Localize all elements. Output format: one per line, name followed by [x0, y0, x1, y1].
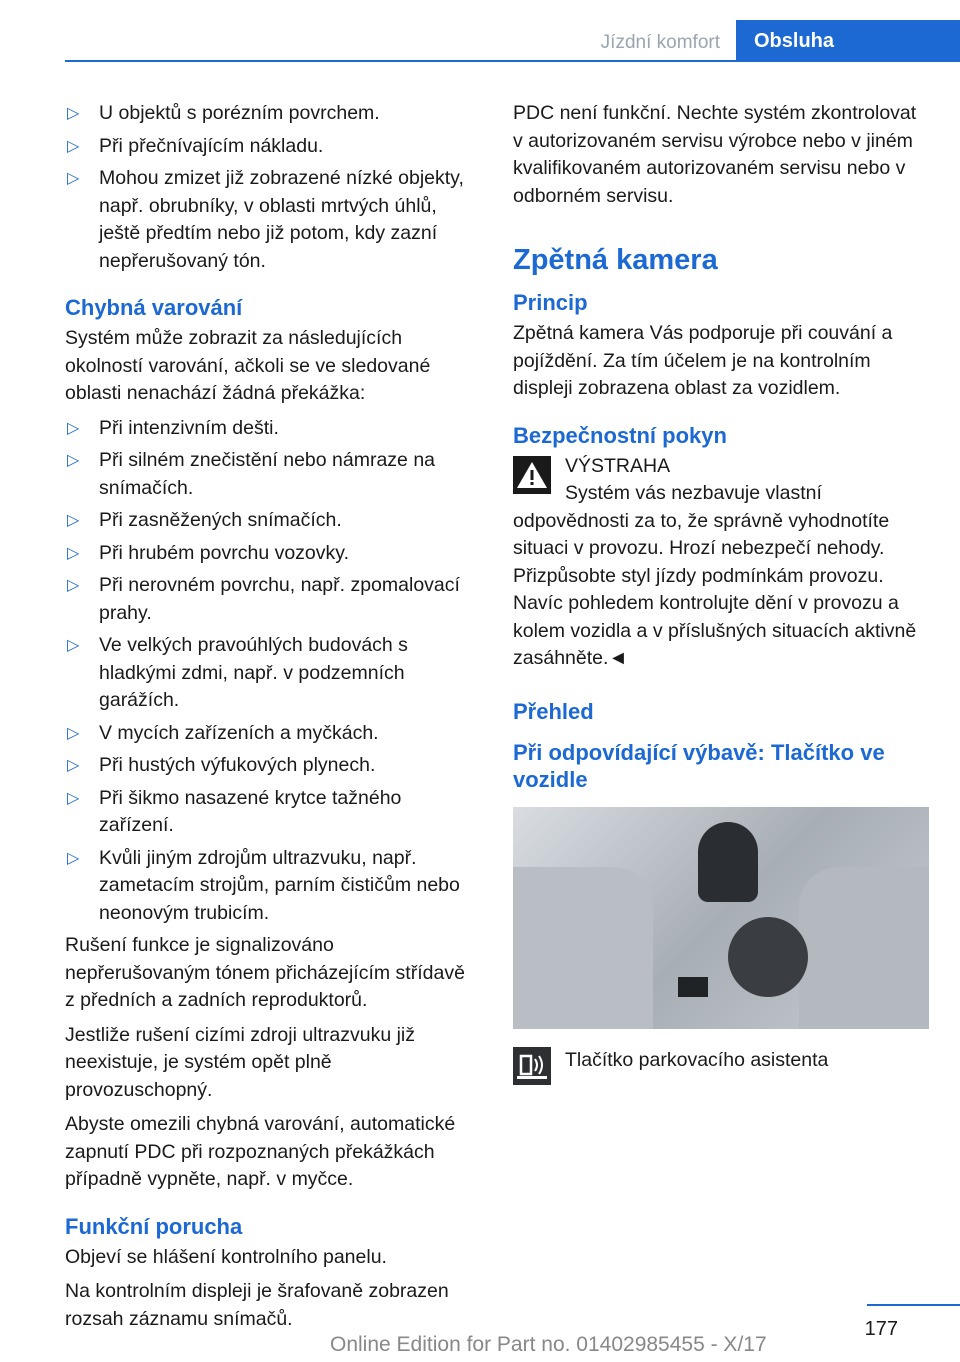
list-limits [65, 100, 480, 275]
list-item: ▷ Při zasněžených snímačích. [65, 507, 480, 535]
triangle-right-icon: ▷ [67, 577, 80, 594]
header-rule [65, 60, 960, 62]
triangle-right-icon: ▷ [67, 637, 80, 654]
list-item: ▷ Při intenzivním dešti. [65, 415, 480, 443]
para-reduce: Abyste omezili chybná varování, automatické zapnutí PDC při rozpoznaných překážkách případně vypněte, např. v myčce. [65, 1113, 456, 1190]
left-column [65, 100, 480, 1340]
triangle-right-icon: ▷ [67, 419, 80, 437]
triangle-right-icon: ▷ [67, 105, 80, 122]
warning-triangle-icon [513, 456, 551, 494]
list-item: ▷ Při nerovném povrchu, např. zpomalovací prahy. [67, 574, 460, 624]
section-crumb: Jízdní komfort [600, 32, 720, 53]
heading-overview: Přehled [513, 698, 594, 724]
pdc-intro: PDC není funkční. Nechte systém zkontrolovat v autorizovaném servisu výrobce nebo v jiném kvalifikovaném autorizovaném servisu nebo v odborném servisu. [513, 102, 917, 207]
heading-principle: Princip [513, 290, 588, 315]
heading-safety: Bezpečnostní pokyn [513, 422, 727, 448]
caption-block [513, 1047, 929, 1075]
list-item: ▷ Při šikmo nasazené krytce tažného zařízení. [67, 786, 402, 836]
edition-note: Online Edition for Part no. 01402985455 - X/17 [330, 1333, 767, 1356]
principle-text: Zpětná kamera Vás podporuje při couvání a pojíždění. Za tím účelem je na kontrolním displeji zobrazena oblast za vozidlem. [513, 322, 893, 399]
right-column [513, 100, 929, 1074]
triangle-right-icon: ▷ [67, 757, 80, 774]
warning-text: Systém vás nezbavuje vlastní odpovědnosti za to, že správně vyhodnotíte situaci v provozu. Hrozí nebezpečí nehody. Přizpůsobte styl jízdy podmínkám provozu. Navíc pohledem kontrolujte dění v provozu a kolem vozidla a v příslušných situacích aktivně zasáhněte.◄ [513, 482, 917, 669]
list-item: ▷ Při hustých výfukových plynech. [65, 752, 480, 780]
page-header [65, 20, 960, 62]
parking-assistant-icon [513, 1047, 551, 1085]
triangle-right-icon: ▷ [67, 512, 80, 529]
fault-display: Na kontrolním displeji je šrafovaně zobrazen rozsah záznamu snímačů. [65, 1280, 449, 1330]
list-item: ▷ Mohou zmizet již zobrazené nízké objekty, např. obrubníky, v oblasti mrtvých úhlů, ještě předtím nebo již potom, kdy zazní nepřerušovaný tón. [67, 167, 464, 272]
para-recovery: Jestliže rušení cizími zdroji ultrazvuku již neexistuje, je systém opět plně provozuschopný. [65, 1023, 416, 1101]
warning-block [513, 453, 929, 481]
triangle-right-icon: ▷ [67, 137, 80, 155]
false-intro: Systém může zobrazit za následujících okolností varování, ačkoli se ve sledované oblasti nenachází žádná překážka: [65, 327, 431, 404]
footer-rule [867, 1304, 960, 1306]
heading-rear-camera: Zpětná kamera [513, 244, 718, 276]
heading-fault: Funkční porucha [65, 1213, 243, 1239]
para-interference: Rušení funkce je signalizováno nepřerušovaným tónem přicházejícím střídavě z předních a zadních reproduktorů. [65, 934, 465, 1011]
console-photo [513, 807, 929, 1029]
fault-message: Objeví se hlášení kontrolního panelu. [65, 1245, 387, 1268]
warning-label: VÝSTRAHA [565, 454, 671, 477]
list-item: ▷ Při silném znečistění nebo námraze na snímačích. [67, 449, 436, 499]
list-item: ▷ Při hrubém povrchu vozovky. [65, 540, 480, 568]
triangle-right-icon: ▷ [67, 544, 80, 562]
section-tab: Obsluha [736, 20, 960, 62]
list-item: ▷ Kvůli jiným zdrojům ultrazvuku, např. zametacím strojům, parním čističům nebo neonovým trubicím. [67, 846, 460, 924]
triangle-right-icon: ▷ [67, 789, 80, 807]
caption-text: Tlačítko parkovacího asistenta [565, 1048, 829, 1071]
triangle-right-icon: ▷ [67, 452, 80, 469]
heading-equipment: Při odpovídající výbavě: Tlačítko ve vozidle [513, 739, 885, 792]
list-item: ▷ U objektů s porézním povrchem. [65, 100, 480, 128]
page-number: 177 [864, 1318, 898, 1340]
triangle-right-icon: ▷ [67, 170, 80, 187]
list-item: ▷ V mycích zařízeních a myčkách. [65, 720, 480, 748]
list-false-warnings [65, 415, 480, 928]
heading-false-warnings: Chybná varování [65, 295, 243, 320]
list-item: ▷ Ve velkých pravoúhlých budovách s hladkými zdmi, např. v podzemních garážích. [67, 634, 408, 711]
list-item: ▷ Při přečnívajícím nákladu. [65, 133, 480, 161]
triangle-right-icon: ▷ [67, 724, 80, 742]
triangle-right-icon: ▷ [67, 849, 80, 867]
